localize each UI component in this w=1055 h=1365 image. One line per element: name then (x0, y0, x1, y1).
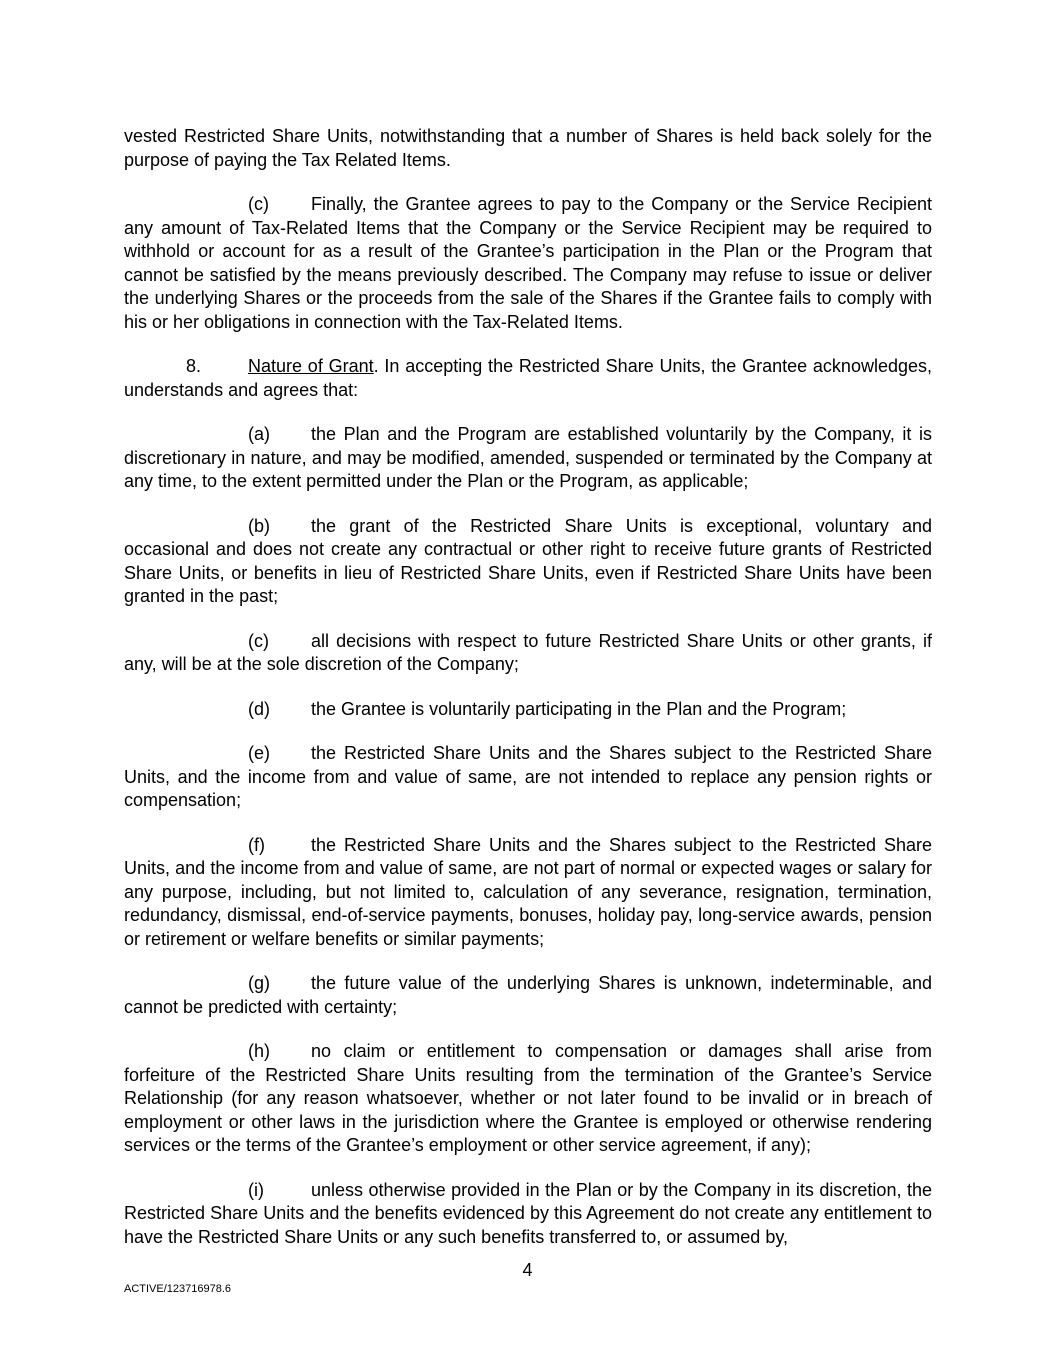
paragraph-marker: (c) (248, 194, 269, 214)
item-text: the Restricted Share Units and the Shares subject to the Restricted Share Units, and the income from and value of same, are not part of normal or expected wages or salary for any purpose, including, but not limited to, calculation of any severance, resignation, termination, redundancy, dismissal, end-of-service payments, bonuses, holiday pay, long-service awards, pension or retirement or welfare benefits or similar payments; (124, 834, 932, 949)
item-marker: (h) (248, 1041, 270, 1061)
item-a (124, 423, 932, 494)
section-number: 8. (186, 356, 202, 376)
item-marker: (e) (248, 743, 270, 763)
item-text: unless otherwise provided in the Plan or by the Company in its discretion, the Restricted Share Units and the benefits evidenced by this Agreement do not create any entitlement to have the Restricted Share Units or any such benefits transferred to, or assumed by, (124, 1179, 932, 1247)
item-marker: (c) (248, 630, 269, 651)
item-marker: (b) (248, 515, 270, 536)
paragraph-7c (124, 193, 932, 334)
item-g (124, 972, 932, 1019)
item-text: the Restricted Share Units and the Shares subject to the Restricted Share Units, and the income from and value of same, are not intended to replace any pension rights or compensation; (124, 743, 932, 810)
item-text: the future value of the underlying Shares is unknown, indeterminable, and cannot be predicted with certainty; (124, 973, 932, 1017)
item-marker: (f) (248, 834, 265, 855)
paragraph-text: Finally, the Grantee agrees to pay to the Company or the Service Recipient any amount of Tax-Related Items that the Company or the Service Recipient may be required to withhold or account for as a result of the Grantee’s participation in the Plan or the Program that cannot be satisfied by the means previously described. The Company may refuse to issue or deliver the underlying Shares or the proceeds from the sale of the Shares if the Grantee fails to comply with his or her obligations in connection with the Tax-Related Items. (124, 194, 932, 332)
item-marker: (a) (248, 424, 270, 444)
item-marker: (i) (248, 1179, 264, 1200)
section-8 (124, 355, 932, 402)
item-text: the Plan and the Program are established voluntarily by the Company, it is discretionary in nature, and may be modified, amended, suspended or terminated by the Company at any time, to the extent permitted under the Plan or the Program, as applicable; (124, 424, 932, 491)
item-f (124, 834, 932, 952)
section-heading: Nature of Grant (248, 356, 374, 376)
item-marker: (g) (248, 973, 270, 993)
item-c (124, 630, 932, 677)
item-i (124, 1179, 932, 1250)
item-text: the Grantee is voluntarily participating in the Plan and the Program; (311, 698, 847, 719)
item-e (124, 742, 932, 813)
item-text: the grant of the Restricted Share Units is exceptional, voluntary and occasional and does not create any contractual or other right to receive future grants of Restricted Share Units, or benefits in lieu of Restricted Share Units, even if Restricted Share Units have been granted in the past; (124, 515, 932, 606)
page-number: 4 (522, 1260, 533, 1280)
document-id: ACTIVE/123716978.6 (124, 1283, 232, 1295)
section-intro-text: . In accepting the Restricted Share Units, the Grantee acknowledges, understands and agrees that: (124, 356, 933, 400)
item-text: no claim or entitlement to compensation or damages shall arise from forfeiture of the Restricted Share Units resulting from the termination of the Grantee’s Service Relationship (for any reason whatsoever, whether or not later found to be invalid or in breach of employment or other laws in the jurisdiction where the Grantee is employed or otherwise rendering services or the terms of the Grantee’s employment or other service agreement, if any); (124, 1041, 932, 1155)
item-text: all decisions with respect to future Restricted Share Units or other grants, if any, will be at the sole discretion of the Company; (124, 630, 932, 674)
item-b (124, 515, 932, 609)
item-h (124, 1040, 932, 1158)
item-marker: (d) (248, 698, 270, 719)
continuation-paragraph: vested Restricted Share Units, notwithstanding that a number of Shares is held back solely for the purpose of paying the Tax Related Items. (124, 126, 932, 170)
document-body (124, 125, 932, 1270)
item-d (124, 698, 932, 722)
